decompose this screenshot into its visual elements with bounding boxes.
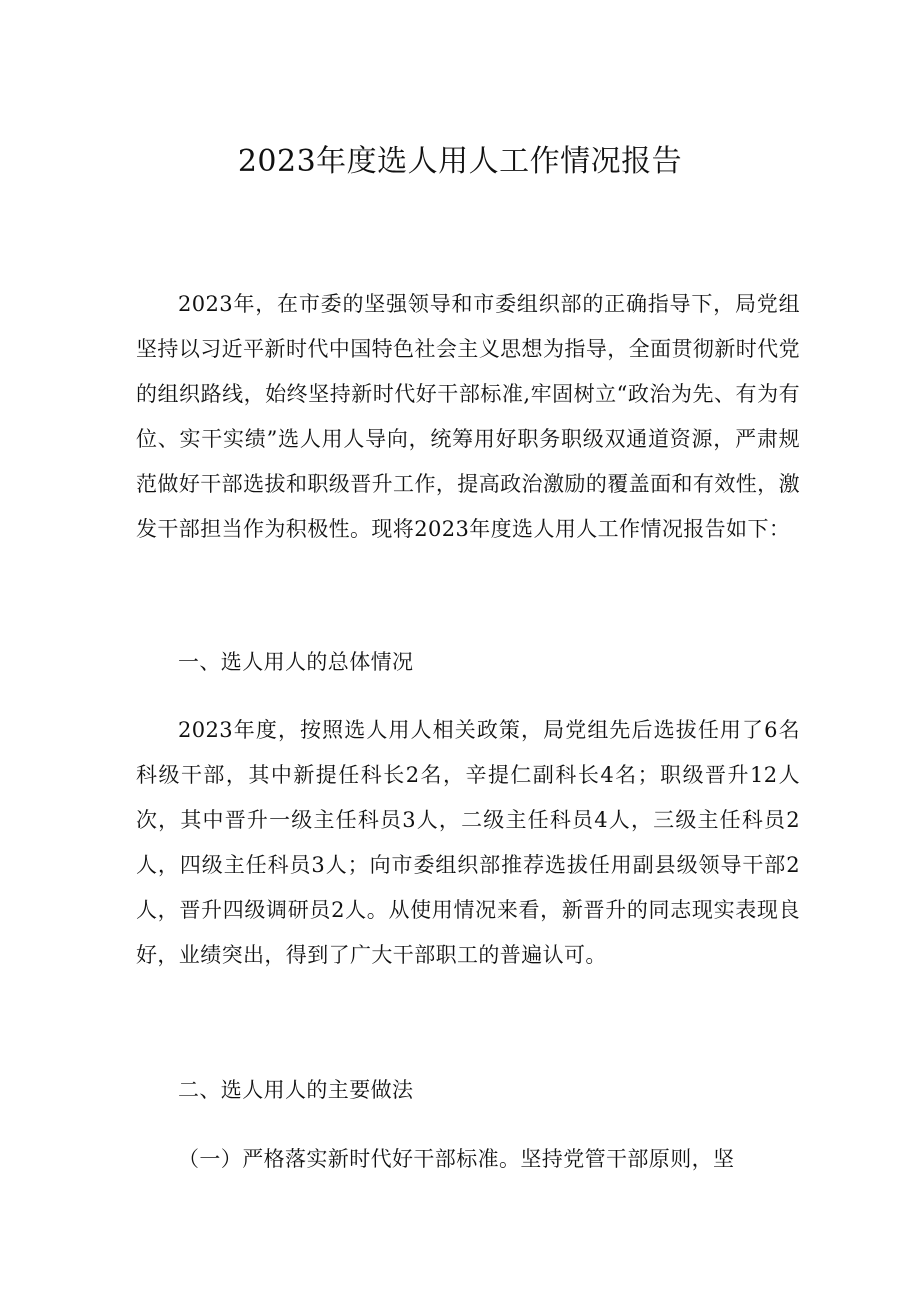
overall-situation-paragraph: 2023年度，按照选人用人相关政策，局党组先后选拔任用了6名科级干部，其中新提任科长2名，辛提仁副科长4名；职级晋升12人次，其中晋升一级主任科员3人，二级主任科员4人，三级主任科员2人，四级主任科员3人；向市委组织部推荐选拔任用副县级领导干部2人，晋升四级调研员2人。从使用情况来看，新晋升的同志现实表现良好，业绩突出，得到了广大干部职工的普遍认可。	[136, 718, 800, 967]
subsection-paragraph-cadre-standard: （一）严格落实新时代好干部标准。坚持党管干部原则，坚	[178, 1147, 735, 1171]
section-heading-overall-situation: 一、选人用人的总体情况	[178, 650, 414, 674]
document-title: 2023年度选人用人工作情况报告	[237, 144, 683, 179]
intro-paragraph: 2023年，在市委的坚强领导和市委组织部的正确指导下，局党组坚持以习近平新时代中国特色社会主义思想为指导，全面贯彻新时代党的组织路线，始终坚持新时代好干部标准,牢固树立“政治为先、有为有位、实干实绩”选人用人导向，统筹用好职务职级双通道资源，严肃规范做好干部选拔和职级晋升工作，提高政治激励的覆盖面和有效性，激发干部担当作为积极性。现将2023年度选人用人工作情况报告如下：	[136, 292, 800, 541]
section-heading-main-practices: 二、选人用人的主要做法	[178, 1078, 414, 1102]
